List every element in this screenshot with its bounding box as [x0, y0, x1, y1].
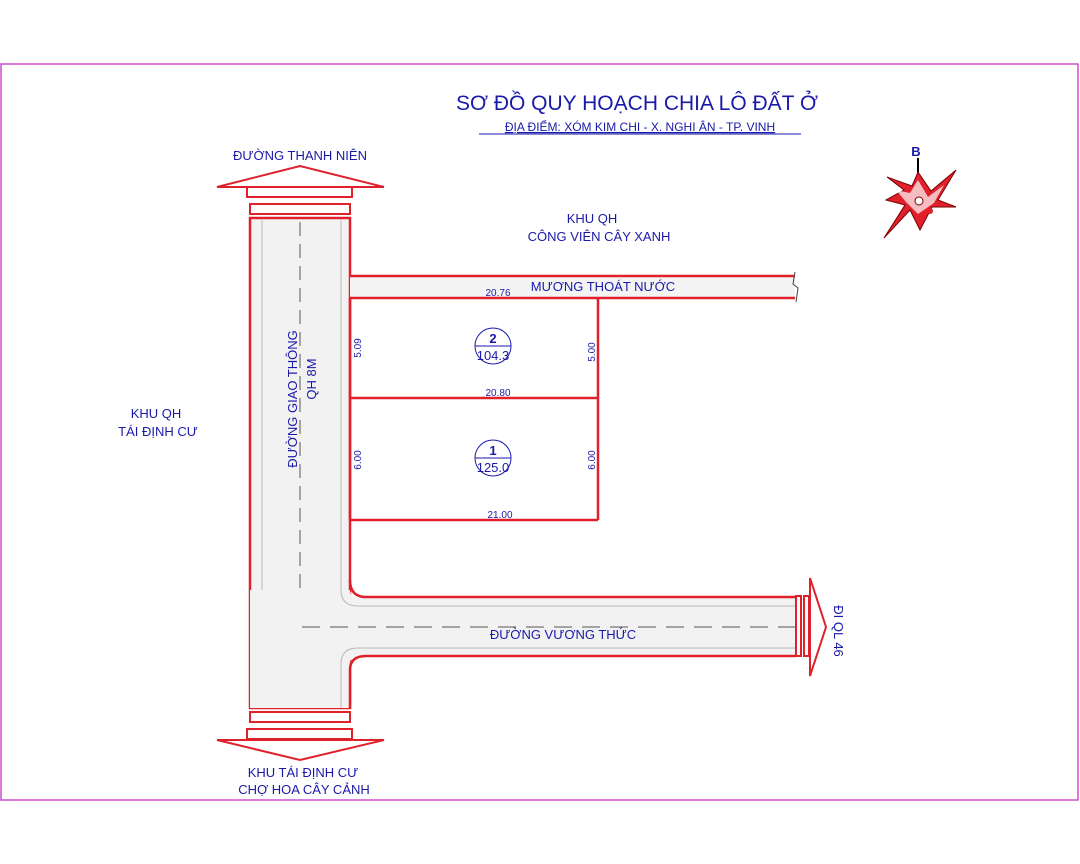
dim-lot1-right: 6.00: [587, 450, 598, 470]
dim-drain-length: 20.76: [485, 288, 511, 299]
lot-marker-2: [475, 328, 511, 364]
dim-lot2-right: 5.00: [587, 342, 598, 362]
north-letter: B: [911, 144, 921, 159]
lot-area: 125.0: [476, 460, 510, 475]
road-bottom-arrow: [217, 712, 384, 760]
east-exit-label: ĐI QL 46: [831, 605, 846, 657]
lot-boundaries: [350, 298, 598, 520]
lot-area: 104.3: [476, 348, 510, 363]
road-east-arrow: [796, 578, 826, 676]
vertical-road-label-line1: ĐƯỜNG GIAO THÔNG: [285, 330, 300, 468]
road-top-label: ĐƯỜNG THANH NIÊN: [233, 148, 367, 163]
resettle-label-line1: KHU QH: [130, 406, 182, 421]
compass-rose-icon: [884, 144, 956, 238]
park-label-line1: KHU QH: [566, 211, 618, 226]
vertical-road-label-line2: QH 8M: [304, 358, 319, 400]
lot-number: 2: [489, 331, 497, 346]
dim-lot-shared: 20.80: [485, 388, 511, 399]
lot-marker-1: [475, 440, 511, 476]
bottom-label-line1: KHU TÁI ĐỊNH CƯ: [247, 765, 359, 780]
resettle-label-line2: TÁI ĐỊNH CƯ: [118, 424, 198, 439]
road-top-arrow: [217, 166, 384, 214]
lot-number: 1: [489, 443, 497, 458]
dim-lot1-left: 6.00: [353, 450, 364, 470]
horizontal-road-label: ĐƯỜNG VƯƠNG THỨC: [489, 627, 637, 642]
park-label-line2: CÔNG VIÊN CÂY XANH: [527, 229, 671, 244]
dim-lot2-left: 5.09: [353, 338, 364, 358]
drain-label: MƯƠNG THOÁT NƯỚC: [530, 279, 676, 294]
bottom-label-line2: CHỢ HOA CÂY CẢNH: [238, 782, 370, 797]
page-subtitle: ĐỊA ĐIỂM: XÓM KIM CHI - X. NGHI ÂN - TP. VINH: [504, 120, 776, 134]
horizontal-road: [250, 580, 796, 708]
dim-lot1-bottom: 21.00: [487, 510, 513, 521]
page-title: SƠ ĐỒ QUY HOẠCH CHIA LÔ ĐẤT Ở: [456, 92, 818, 115]
